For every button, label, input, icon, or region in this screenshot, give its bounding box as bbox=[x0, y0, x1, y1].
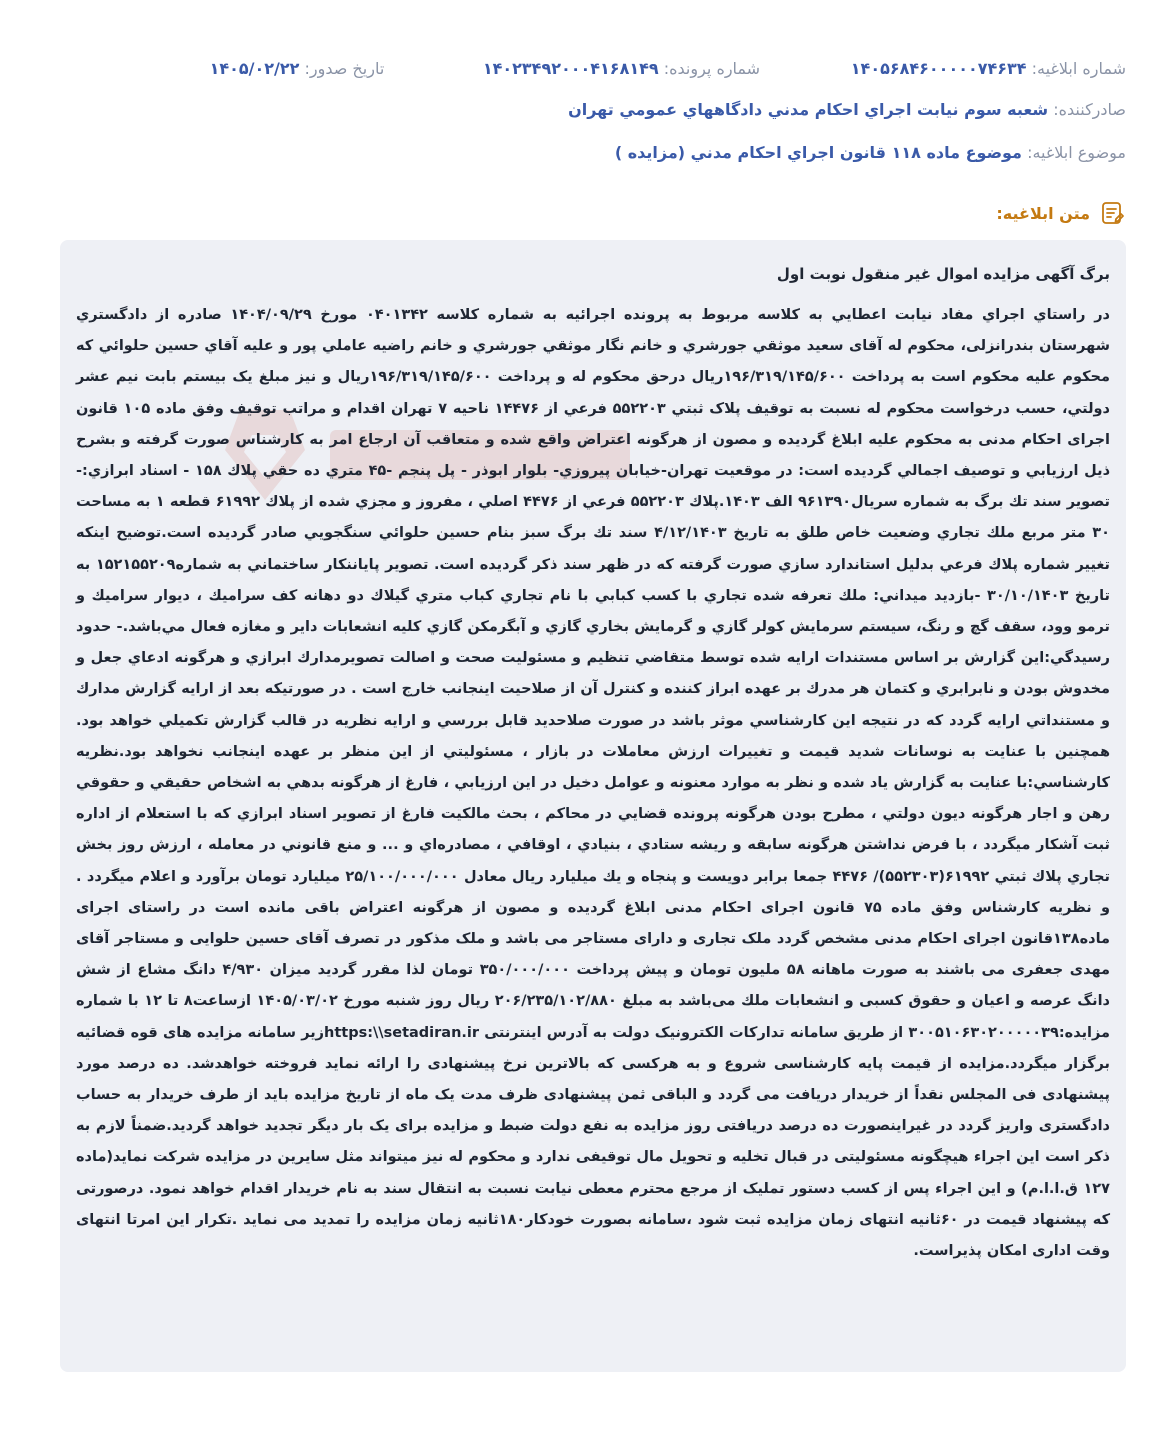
document-body-text: در راستاي اجراي مفاد نيابت اعطايي به كلاسه مربوط به پرونده اجرائيه به شماره كلاسه ۰۴۰۱۳۴۲ مورخ ۱۴۰۴/۰۹/۲۹ صادره از دادگستري شهرستان بندرانزلی، محکوم له آقای سعيد موثقي جورشري و خانم نگار موثقي جورشري و خانم راضيه عاملي پور و عليه آقاي حسين حلوائي كه محكوم عليه محكوم است به پرداخت ۱۹۶/۳۱۹/۱۴۵/۶۰۰ريال درحق محكوم له و پرداخت ۱۹۶/۳۱۹/۱۴۵/۶۰۰ريال و نيز مبلغ يک بيستم بابت نيم عشر دولتي، حسب درخواست محکوم له نسبت به توقيف پلاک ثبتي ۵۵۲۲۰۳ فرعي از ۱۴۴۷۶ ناحيه ۷ تهران اقدام و مراتب توقيف وفق ماده ۱۰۵ قانون اجرای احکام مدنی به محکوم علیه ابلاغ گردیده و مصون از هرگونه اعتراض واقع شده و متعاقب آن ارجاع امر به کارشناس صورت گرفته و بشرح ذيل ارزيابي و توصيف اجمالي گرديده است: در موقعيت تهران-خيابان پيروزي- بلوار ابوذر - پل پنجم -۴۵ متري ده حقي پلاك ۱۵۸ - اسناد ابرازي:- تصوير سند تك برگ به شماره سريال۹۶۱۳۹۰ الف ۱۴۰۳.پلاك ۵۵۲۲۰۳ فرعي از ۴۴۷۶ اصلي ، مفروز و مجزي شده از پلاك ۶۱۹۹۲ قطعه ۱ به مساحت ۳۰ متر مربع ملك تجاري وضعيت خاص طلق به تاريخ ۴/۱۲/۱۴۰۳ سند تك برگ سبز بنام حسين حلوائي سنگجويي صادر گرديده است.توضيح اينكه تغيير شماره پلاك فرعي بدليل استاندارد سازي صورت گرفته كه در ظهر سند ذكر گرديده است. تصوير پاياننكار ساختماني به شماره۱۵۲۱۵۵۲۰۹ به تاريخ ۳۰/۱۰/۱۴۰۳ -بازديد ميداني: ملك تعرفه شده تجاري با كسب كبابي با نام تجاري كباب متري گيلاك دو دهانه كف سراميك ، ديوار سراميك و ترمو وود، سقف گچ و رنگ، سيستم سرمايش كولر گازي و گرمايش بخاري گازي و آبگرمكن گازي كليه انشعابات داير و مغازه فعال مي‌باشد.- حدود رسيدگي:اين گزارش بر اساس مستندات ارايه شده توسط متقاضي تنظيم و مسئوليت صحت و اصالت تصويرمدارك ابرازي و هرگونه ادعاي جعل و مخدوش بودن و نابرابري و كتمان هر مدرك بر عهده ابراز كننده و كنترل آن از صلاحيت اينجانب خارج است . در صورتيكه بعد از ارايه گزارش مدارك و مستنداتي ارايه گردد كه در نتيجه اين كارشناسي موثر باشد در صورت صلاحديد قابل بررسي و ارايه نظريه در قالب گزارش تكميلي خواهد بود. همچنين با عنايت به نوسانات شديد قيمت و تغييرات ارزش معاملات در بازار ، مسئوليتي از اين منظر بر عهده اينجانب نخواهد بود.نظريه كارشناسي:با عنايت به گزارش ياد شده و نظر به موارد معنونه و عوامل دخيل در اين ارزيابي ، فارغ از هرگونه بدهي به اشخاص حقيقي و حقوقي رهن و اجار هرگونه ديون دولتي ، مطرح بودن هرگونه پرونده قضايي در محاكم ، بحث مالكيت فارغ از تصوير اسناد ابرازي كه با استعلام از اداره ثبت آشكار ميگردد ، با فرض نداشتن هرگونه سابقه و ريشه ستادي ، بنيادي ، اوقافي ، مصادره‌اي و ... و منع قانوني در معامله ، ارزش روز بخش تجاري پلاك ثبتي ۶۱۹۹۲(۵۵۲۳۰۳)/ ۴۴۷۶ جمعا برابر دويست و پنجاه و يك ميليارد ريال معادل ۲۵/۱۰۰/۰۰۰/۰۰۰ ميليارد تومان برآورد و اعلام ميگردد . و نظريه کارشناس وفق ماده ۷۵ قانون اجرای احکام مدنی ابلاغ گرديده و مصون از هرگونه اعتراض باقی مانده است در راستای اجرای ماده۱۳۸قانون اجرای احکام مدنی مشخص گردد ملک تجاری و دارای مستاجر می باشد و ملک مذکور در تصرف آقای حسین حلوایی و مستاجر آقای مهدی جعفری می باشند به صورت ماهانه ۵۸ ملیون تومان و پیش پرداخت ۳۵۰/۰۰۰/۰۰۰ تومان لذا مقرر گردید میزان ۴/۹۳۰ دانگ مشاع از شش دانگ عرصه و اعیان و حقوق کسبی و انشعابات ملك می‌باشد به مبلغ ۲۰۶/۲۳۵/۱۰۲/۸۸۰ ريال روز شنبه مورخ ۱۴۰۵/۰۳/۰۲ ازساعت۸ تا ۱۲ با شماره مزایده:۳۰۰۵۱۰۶۳۰۲۰۰۰۰۰۳۹ از طریق سامانه تدارکات الکترونیک دولت به آدرس اینترنتی https:\\setadiran.irزیر سامانه مزایده های قوه قضائیه برگزار میگردد.مزایده از قیمت پایه کارشناسی شروع و به هرکسی که بالاترین نرخ پیشنهادی را ارائه نماید فروخته خواهدشد. ده درصد مورد پیشنهادی فی المجلس نقداً از خریدار دریافت می گردد و الباقی ثمن پیشنهادی ظرف مدت یک ماه از تاریخ مزایده باید از طرف خریدار به حساب دادگستری واریز گردد در غیراینصورت ده درصد دریافتی روز مزایده به نفع دولت ضبط و مزایده برای یک بار دیگر تجدید خواهد گردید.ضمناً لازم به ذکر است این اجراء هیچگونه مسئولیتی در قبال تخلیه و تحویل مال توقیفی ندارد و محکوم له نیز میتواند مثل سایرین در مزایده شرکت نماید(ماده ۱۲۷ ق.ا.ا.م) و این اجراء پس از کسب دستور تملیک از مرجع محترم معطی نیابت نسبت به انتقال سند به نام خریدار اقدام خواهد نمود. درصورتی که پیشنهاد قیمت در ۶۰ثانیه انتهای زمان مزایده ثبت شود ،سامانه بصورت خودکار۱۸۰ثانیه زمان مزایده را تمدید می نماید .تکرار این امرتا انتهای وقت اداری امکان پذیراست. bbox=[76, 307, 1111, 1260]
issue-date-value: ۱۴۰۵/۰۲/۲۲ bbox=[209, 59, 300, 78]
notice-number bbox=[760, 58, 1126, 80]
issue-date-label: تاريخ صدور: bbox=[304, 59, 385, 78]
notice-text-label: متن ابلاغيه: bbox=[996, 203, 1090, 223]
notice-text-section-title bbox=[996, 200, 1126, 226]
issuer-value: شعبه سوم نيابت اجراي احکام مدني دادگاههاي عمومي تهران bbox=[568, 100, 1049, 119]
subject-value: موضوع ماده ۱۱۸ قانون اجراي احکام مدني (مزايده ) bbox=[614, 143, 1022, 162]
notice-number-value: ۱۴۰۵۶۸۴۶۰۰۰۰۰۷۴۶۳۴ bbox=[850, 59, 1027, 78]
case-number bbox=[384, 58, 760, 80]
notice-number-label: شماره ابلاغيه: bbox=[1031, 59, 1126, 78]
case-number-label: شماره پرونده: bbox=[663, 59, 761, 78]
notice-text-box bbox=[60, 240, 1126, 1372]
case-number-value: ۱۴۰۲۳۴۹۲۰۰۰۴۱۶۸۱۴۹ bbox=[482, 59, 659, 78]
notice-meta-top-row bbox=[48, 58, 1126, 80]
document-edit-icon bbox=[1100, 200, 1126, 226]
document-heading: برگ آگهی مزایده اموال غیر منقول نوبت اول bbox=[776, 265, 1110, 283]
subject-label: موضوع ابلاغيه: bbox=[1027, 143, 1126, 162]
issuer-label: صادرکننده: bbox=[1053, 100, 1126, 119]
subject-row bbox=[48, 142, 1126, 164]
issuer-row bbox=[48, 99, 1126, 121]
issue-date bbox=[48, 58, 384, 80]
